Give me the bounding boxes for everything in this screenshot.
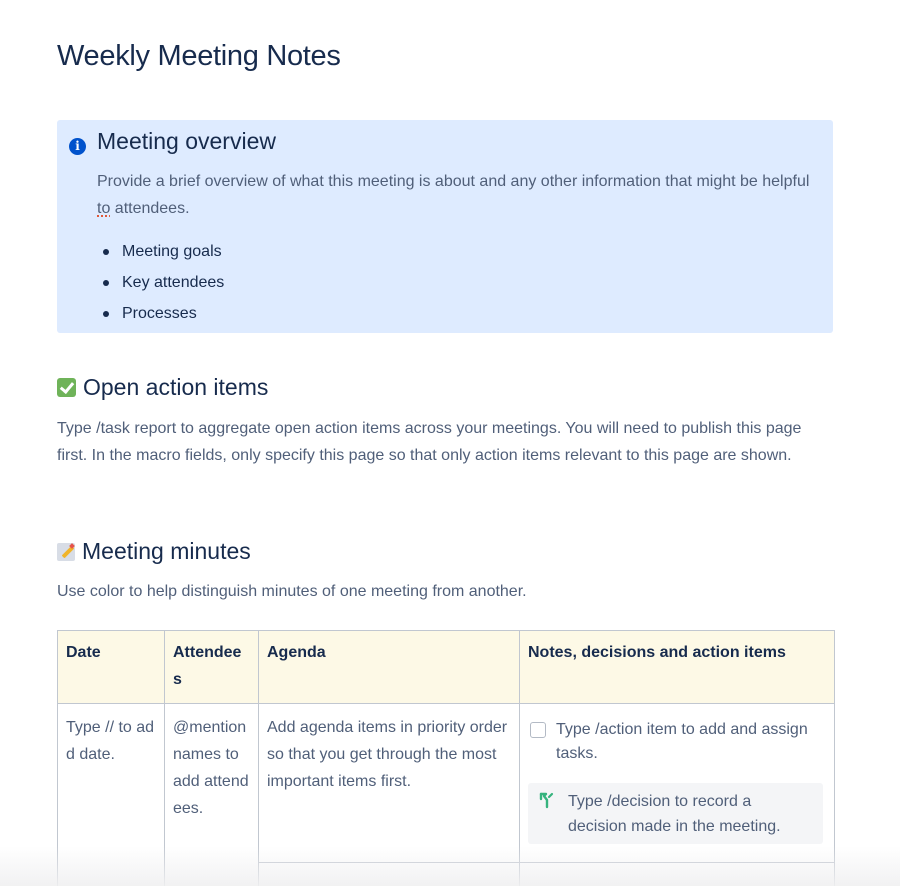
list-item bbox=[97, 236, 224, 267]
info-panel-title: Meeting overview bbox=[97, 128, 276, 154]
column-header-date[interactable]: Date bbox=[58, 631, 165, 704]
notes-cell[interactable] bbox=[520, 704, 835, 863]
spellcheck-flagged-word[interactable]: to bbox=[97, 200, 111, 217]
info-bullet-list bbox=[97, 236, 224, 329]
decision-icon bbox=[538, 791, 556, 809]
decision-text[interactable]: Type /decision to record a decision made in the meeting. bbox=[568, 793, 781, 835]
meeting-minutes-heading bbox=[57, 538, 251, 565]
heading-label: Meeting minutes bbox=[82, 538, 251, 564]
notes-cell-empty[interactable] bbox=[520, 862, 835, 886]
memo-emoji-icon bbox=[57, 543, 75, 561]
bullet-icon bbox=[103, 249, 109, 255]
bullet-icon bbox=[103, 311, 109, 317]
white-check-mark-emoji-icon bbox=[57, 378, 76, 397]
open-action-items-text: Type /task report to aggregate open action items across your meetings. You will need to publish this page first. In the macro fields, only specify this page so that only action items relevant to this page are shown. bbox=[57, 420, 802, 464]
decision-item[interactable] bbox=[528, 783, 823, 844]
column-header-attendees[interactable]: Attendees bbox=[165, 631, 259, 704]
date-cell[interactable]: Type // to add date. bbox=[58, 704, 165, 886]
checkbox[interactable] bbox=[530, 722, 546, 738]
agenda-cell-empty[interactable] bbox=[259, 862, 520, 886]
page-title[interactable]: Weekly Meeting Notes bbox=[57, 40, 341, 72]
list-item-label: Key attendees bbox=[122, 274, 225, 291]
column-header-notes[interactable]: Notes, decisions and action items bbox=[520, 631, 835, 704]
info-body-text-end: attendees. bbox=[110, 200, 190, 217]
table-row bbox=[58, 704, 835, 863]
table-header-row bbox=[58, 631, 835, 704]
list-item bbox=[97, 267, 224, 298]
action-item-text[interactable]: Type /action item to add and assign tasks. bbox=[556, 721, 808, 762]
list-item-label: Processes bbox=[122, 305, 197, 322]
heading-label: Open action items bbox=[83, 374, 269, 400]
info-panel-body bbox=[97, 168, 822, 222]
meeting-minutes-text: Use color to help distinguish minutes of one meeting from another. bbox=[57, 583, 527, 600]
info-body-text: Provide a brief overview of what this meeting is about and any other information that might be helpful bbox=[97, 173, 810, 190]
meeting-minutes-table bbox=[57, 630, 835, 886]
column-header-agenda[interactable]: Agenda bbox=[259, 631, 520, 704]
open-action-items-heading bbox=[57, 374, 268, 401]
bullet-icon bbox=[103, 280, 109, 286]
info-icon: i bbox=[69, 138, 86, 155]
list-item-label: Meeting goals bbox=[122, 243, 222, 260]
action-item[interactable] bbox=[530, 718, 826, 766]
list-item bbox=[97, 298, 224, 329]
attendees-cell[interactable]: @mention names to add attendees. bbox=[165, 704, 259, 886]
agenda-cell[interactable]: Add agenda items in priority order so that you get through the most important items first. bbox=[259, 704, 520, 863]
info-panel[interactable] bbox=[57, 120, 833, 333]
